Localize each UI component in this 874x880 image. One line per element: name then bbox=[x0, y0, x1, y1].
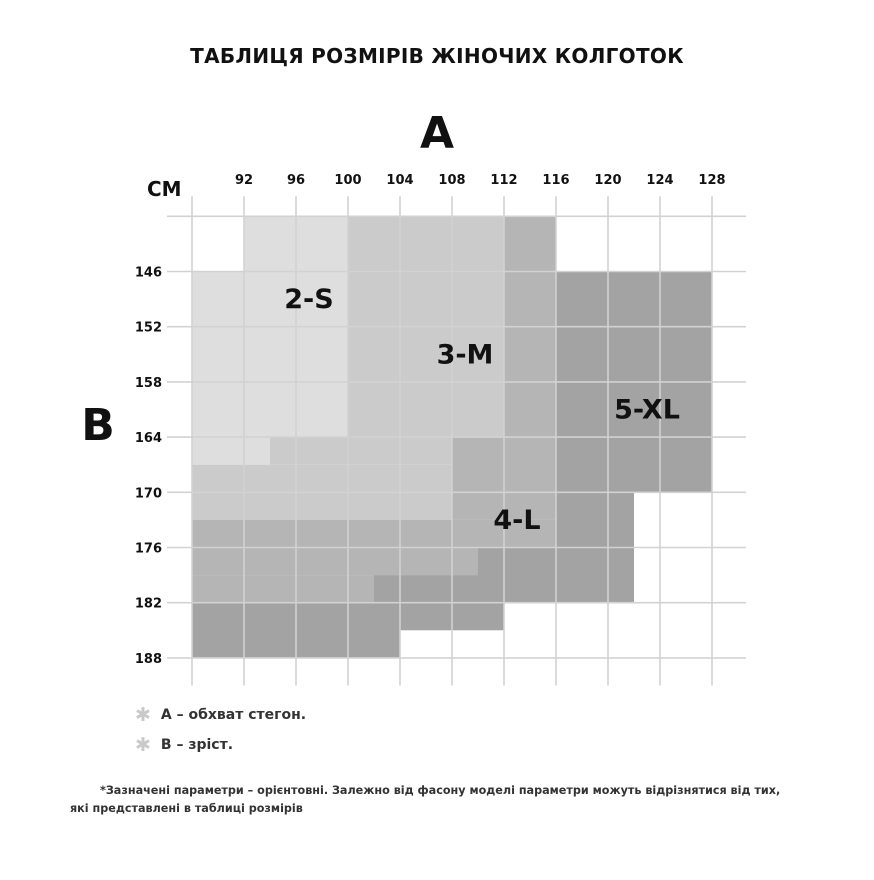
y-tick-label: 188 bbox=[134, 651, 162, 667]
x-tick-label: 92 bbox=[234, 173, 254, 188]
x-tick-label: 124 bbox=[646, 173, 674, 188]
y-tick-label: 170 bbox=[134, 486, 162, 502]
x-tick-label: 128 bbox=[698, 173, 726, 188]
legend-text-a: A – обхват стегон. bbox=[160, 707, 307, 723]
size-label-4-l: 4-L bbox=[493, 504, 541, 536]
size-label-3-m: 3-M bbox=[436, 339, 494, 371]
x-tick-label: 120 bbox=[594, 173, 622, 188]
unit-label: CM bbox=[147, 177, 182, 201]
y-tick-label: 176 bbox=[134, 541, 162, 557]
asterisk-icon: ✱ bbox=[135, 734, 151, 756]
size-label-2-s: 2-S bbox=[284, 284, 334, 316]
x-tick-label: 112 bbox=[490, 173, 518, 188]
y-axis-letter: B bbox=[81, 400, 115, 451]
legend-item-b bbox=[135, 734, 234, 756]
y-tick-label: 146 bbox=[134, 265, 162, 281]
size-region-4-l bbox=[192, 548, 478, 576]
size-region-3-m bbox=[270, 437, 452, 465]
size-region-4-l bbox=[504, 272, 556, 438]
size-region-4-l bbox=[192, 575, 374, 603]
y-tick-label: 164 bbox=[134, 431, 162, 447]
x-tick-label: 104 bbox=[386, 173, 414, 188]
disclaimer-note bbox=[70, 782, 800, 818]
y-tick-label: 182 bbox=[134, 596, 162, 612]
x-tick-label: 116 bbox=[542, 173, 570, 188]
asterisk-icon: ✱ bbox=[135, 704, 151, 726]
y-tick-label: 158 bbox=[134, 375, 162, 391]
x-tick-label: 96 bbox=[286, 173, 306, 188]
size-label-5-xl: 5-XL bbox=[614, 394, 680, 426]
x-tick-label: 108 bbox=[438, 173, 466, 188]
x-tick-label: 100 bbox=[334, 173, 362, 188]
y-tick-label: 152 bbox=[134, 320, 162, 336]
size-region-2-s bbox=[192, 437, 270, 465]
size-region-4-l bbox=[504, 216, 556, 271]
note-line-2: які представлені в таблиці розмірів bbox=[70, 802, 303, 815]
size-region-5-xl bbox=[556, 492, 634, 547]
legend-item-a bbox=[135, 704, 307, 726]
page-title: ТАБЛИЦЯ РОЗМІРІВ ЖІНОЧИХ КОЛГОТОК bbox=[190, 44, 684, 68]
legend-text-b: B – зріст. bbox=[160, 737, 234, 753]
x-axis-letter: A bbox=[419, 108, 455, 159]
note-line-1: *Зазначені параметри – орієнтовні. Залежно від фасону моделі параметри можуть відрізнятися від тих, bbox=[100, 784, 781, 797]
